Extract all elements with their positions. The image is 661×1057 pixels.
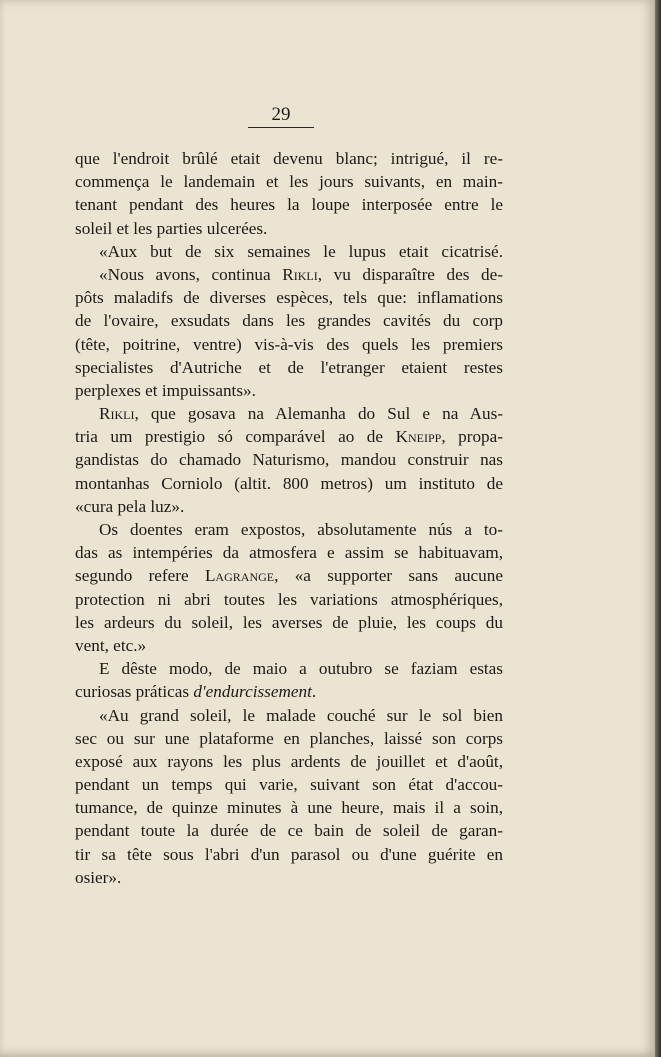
text-segment: , vu disparaître des de- bbox=[317, 264, 503, 284]
text-segment: , «a supporter sans aucune bbox=[274, 566, 503, 586]
author-name: Rikli bbox=[282, 264, 318, 284]
text-line: «Aux but de six semaines le lupus etait cicatrisé. bbox=[99, 241, 503, 261]
text-line: les ardeurs du soleil, les averses de pluie, les coups du bbox=[75, 612, 503, 632]
page-number: 29 bbox=[271, 104, 291, 125]
text-line: tumance, de quinze minutes à une heure, mais il a soin, bbox=[75, 798, 503, 818]
text-line bbox=[75, 564, 503, 587]
text-line: Os doentes eram expostos, absolutamente nús a to- bbox=[99, 520, 503, 539]
text-line: osier». bbox=[75, 867, 122, 887]
text-line bbox=[75, 680, 503, 703]
text-segment: . bbox=[311, 682, 317, 702]
author-name: Kneipp bbox=[395, 427, 442, 447]
text-line bbox=[75, 402, 503, 425]
text-line: pôts maladifs de diverses espèces, tels que: inflamations bbox=[75, 288, 503, 308]
text-line: E dêste modo, de maio a outubro se faziam estas bbox=[99, 659, 503, 679]
text-line: (tête, poitrine, ventre) vis-à-vis des quels les premiers bbox=[75, 334, 503, 354]
text-line: montanhas Corniolo (altit. 800 metros) um instituto de bbox=[75, 473, 503, 493]
text-line: commença le landemain et les jours suivants, en main- bbox=[75, 172, 503, 192]
text-line: «Au grand soleil, le malade couché sur le sol bien bbox=[99, 705, 503, 725]
text-line: exposé aux rayons les plus ardents de jouillet et d'août, bbox=[75, 751, 503, 771]
text-line: «cura pela luz». bbox=[75, 496, 185, 516]
text-segment: tria um prestigio só comparável ao de bbox=[75, 427, 396, 447]
body-text bbox=[75, 147, 503, 889]
book-edge bbox=[655, 0, 661, 1057]
text-line: que l'endroit brûlé etait devenu blanc; intrigué, il re- bbox=[75, 149, 503, 168]
text-line: soleil et les parties ulcerées. bbox=[75, 218, 268, 238]
author-name: Rikli bbox=[99, 404, 135, 424]
text-segment: , que gosava na Alemanha do Sul e na Aus- bbox=[134, 404, 503, 424]
text-line: perplexes et impuissants». bbox=[75, 380, 256, 400]
text-line: pendant toute la durée de ce bain de soleil de garan- bbox=[75, 821, 503, 841]
text-line: protection ni abri toutes les variations atmosphériques, bbox=[75, 589, 503, 609]
italic-term: d'endurcissement bbox=[193, 682, 312, 702]
page-number-rule bbox=[248, 127, 314, 128]
text-segment: curiosas práticas bbox=[75, 682, 194, 702]
text-line: specialistes d'Autriche et de l'etranger etaient restes bbox=[75, 357, 503, 377]
text-line: das as intempéries da atmosfera e assim se habituavam, bbox=[75, 543, 503, 563]
text-line: gandistas do chamado Naturismo, mandou construir nas bbox=[75, 450, 503, 470]
text-line: sec ou sur une plataforme en planches, laissé son corps bbox=[75, 728, 503, 748]
text-segment: , propa- bbox=[441, 427, 504, 447]
text-line: de l'ovaire, exsudats dans les grandes cavités du corp bbox=[75, 311, 503, 331]
text-line bbox=[75, 263, 503, 286]
text-line: tenant pendant des heures la loupe interposée entre le bbox=[75, 195, 503, 215]
text-line: pendant un temps qui varie, suivant son état d'accou- bbox=[75, 775, 503, 795]
author-name: Lagrange bbox=[204, 566, 275, 586]
text-line: vent, etc.» bbox=[75, 635, 147, 655]
text-segment: «Nous avons, continua bbox=[99, 264, 283, 284]
text-line: tir sa tête sous l'abri d'un parasol ou d'une guérite en bbox=[75, 844, 503, 864]
text-line bbox=[75, 425, 503, 448]
text-segment: segundo refere bbox=[75, 566, 205, 586]
